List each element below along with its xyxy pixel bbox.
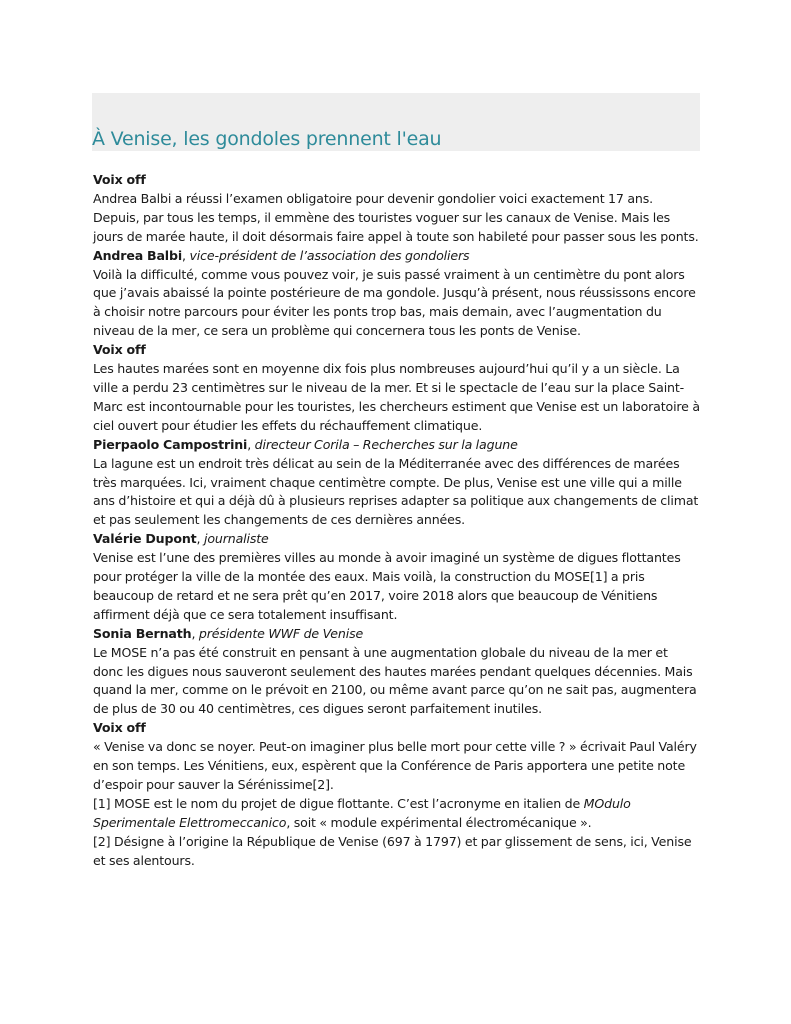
footnote-marker[interactable]: [2] <box>93 833 111 849</box>
paragraph: Le MOSE n’a pas été construit en pensant à une augmentation globale du niveau de la mer et donc les digues nous sauveront seulement des hautes marées pendant quelques décennies. Mais quand la mer, comme on le prévoit en 2100, ou même avant parce qu’on ne sait pas, augmentera de plus de 30 ou 40 centimètres, ces digues seront parfaitement inutiles. <box>93 644 697 717</box>
speaker-line <box>93 247 700 266</box>
role-separator: , <box>196 531 204 547</box>
speaker-name: Pierpaolo Campostrini <box>93 436 248 452</box>
speaker-name: Voix off <box>93 342 146 358</box>
speaker-name: Voix off <box>93 172 146 187</box>
paragraph: Voilà la difficulté, comme vous pouvez voir, je suis passé vraiment à un centimètre du pont alors que j’avais abaissé la pointe postérieure de ma gondole. Jusqu’à présent, nous réussissons encore à choisir notre parcours pour éviter les ponts trop bas, mais demain, avec l’augmentation du niveau de la mer, ce sera un problème qui concernera tous les ponts de Venise. <box>93 266 696 339</box>
footnote-marker[interactable]: [1] <box>93 795 111 811</box>
speaker-name: Sonia Bernath <box>93 625 192 641</box>
role-separator: , <box>182 247 190 263</box>
paragraph: « Venise va donc se noyer. Peut-on imaginer plus belle mort pour cette ville ? » écrivait Paul Valéry en son temps. Les Vénitiens, eux, espèrent que la Conférence de Paris apportera une petite note d’espoir pour sauver la Sérénissime[2]. <box>93 739 697 792</box>
speaker-line <box>93 171 700 190</box>
role-separator: , <box>191 625 199 641</box>
footnote <box>93 833 700 871</box>
footnote-text: Désigne à l’origine la République de Venise (697 à 1797) et par glissement de sens, ici, Venise et ses alentours. <box>93 833 692 868</box>
speaker-name: Andrea Balbi <box>93 247 183 263</box>
footnote <box>93 795 700 833</box>
speaker-role: journaliste <box>203 531 269 547</box>
speaker-line <box>93 625 700 644</box>
footnote-italic: MOdulo Sperimentale Elettromeccanico <box>93 795 631 830</box>
speaker-role: directeur Corila – Recherches sur la lagune <box>254 436 518 452</box>
paragraph: La lagune est un endroit très délicat au sein de la Méditerranée avec des différences de marées très marquées. Ici, vraiment chaque centimètre compte. De plus, Venise est une ville qui a mille ans d’histoire et qui a déjà dû à plusieurs reprises adapter sa politique aux changements de climat et pas seulement les changements de ces dernières années. <box>93 455 699 528</box>
speaker-line <box>93 341 700 360</box>
speaker-role: vice-président de l’association des gondoliers <box>189 247 470 263</box>
speaker-name: Valérie Dupont <box>93 531 197 547</box>
role-separator: , <box>247 436 255 452</box>
footnote-text: MOSE est le nom du projet de digue flottante. C’est l’acronyme en italien de <box>110 795 584 811</box>
speaker-line <box>93 719 700 738</box>
speaker-line <box>93 436 700 455</box>
paragraph: Venise est l’une des premières villes au monde à avoir imaginé un système de digues flottantes pour protéger la ville de la montée des eaux. Mais voilà, la construction du MOSE[1] a pris beaucoup de retard et ne sera prêt qu’en 2017, voire 2018 alors que beaucoup de Vénitiens affirment déjà que ce sera totalement insuffisant. <box>93 550 681 622</box>
paragraph: Les hautes marées sont en moyenne dix fois plus nombreuses aujourd’hui qu’il y a un siècle. La ville a perdu 23 centimètres sur le niveau de la mer. Et si le spectacle de l’eau sur la place Saint-Marc est incontournable pour les touristes, les chercheurs estiment que Venise est un laboratoire à ciel ouvert pour étudier les effets du réchauffement climatique. <box>93 361 700 433</box>
document-body <box>93 171 700 871</box>
footnote-text-end: , soit « module expérimental électromécanique ». <box>286 814 592 830</box>
speaker-role: présidente WWF de Venise <box>198 625 364 641</box>
paragraph: Andrea Balbi a réussi l’examen obligatoire pour devenir gondolier voici exactement 17 ans. Depuis, par tous les temps, il emmène des touristes voguer sur les canaux de Venise. Mais les jours de marée haute, il doit désormais faire appel à toute son habileté pour passer sous les ponts. <box>93 190 699 244</box>
speaker-line <box>93 530 700 549</box>
document-title: À Venise, les gondoles prennent l'eau <box>92 128 442 150</box>
speaker-name: Voix off <box>93 720 146 736</box>
